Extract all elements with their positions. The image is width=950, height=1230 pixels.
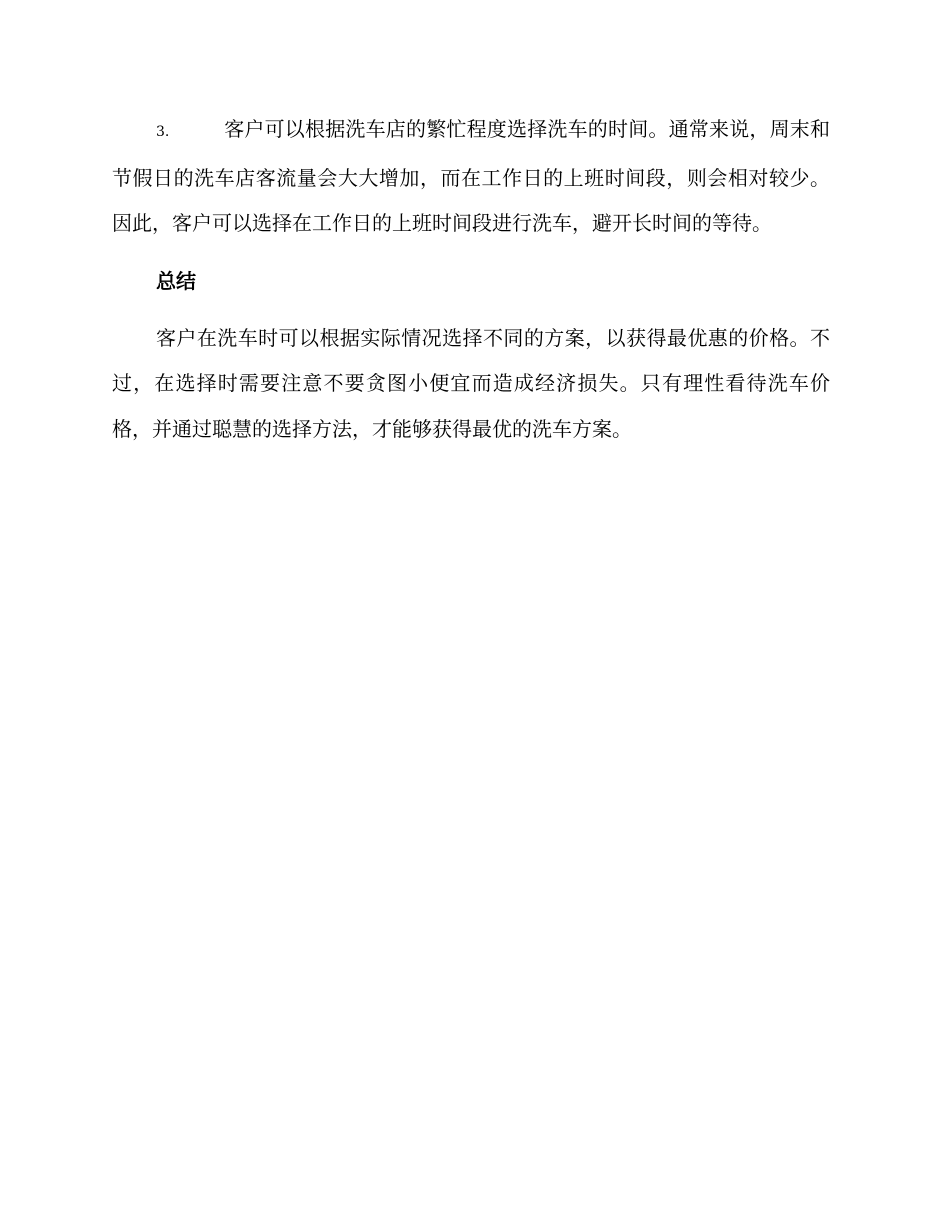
document-body	[112, 107, 830, 452]
list-item-text: 客户可以根据洗车店的繁忙程度选择洗车的时间。通常来说，周末和节假日的洗车店客流量会大大增加，而在工作日的上班时间段，则会相对较少。因此，客户可以选择在工作日的上班时间段进行洗车，避开长时间的等待。	[112, 117, 830, 235]
list-item-number: 3.	[156, 124, 170, 140]
section-heading-summary: 总结	[156, 268, 196, 293]
summary-paragraph: 客户在洗车时可以根据实际情况选择不同的方案，以获得最优惠的价格。不过，在选择时需要注意不要贪图小便宜而造成经济损失。只有理性看待洗车价格，并通过聪慧的选择方法，才能够获得最优的洗车方案。	[112, 325, 830, 441]
list-item-3	[112, 107, 830, 247]
